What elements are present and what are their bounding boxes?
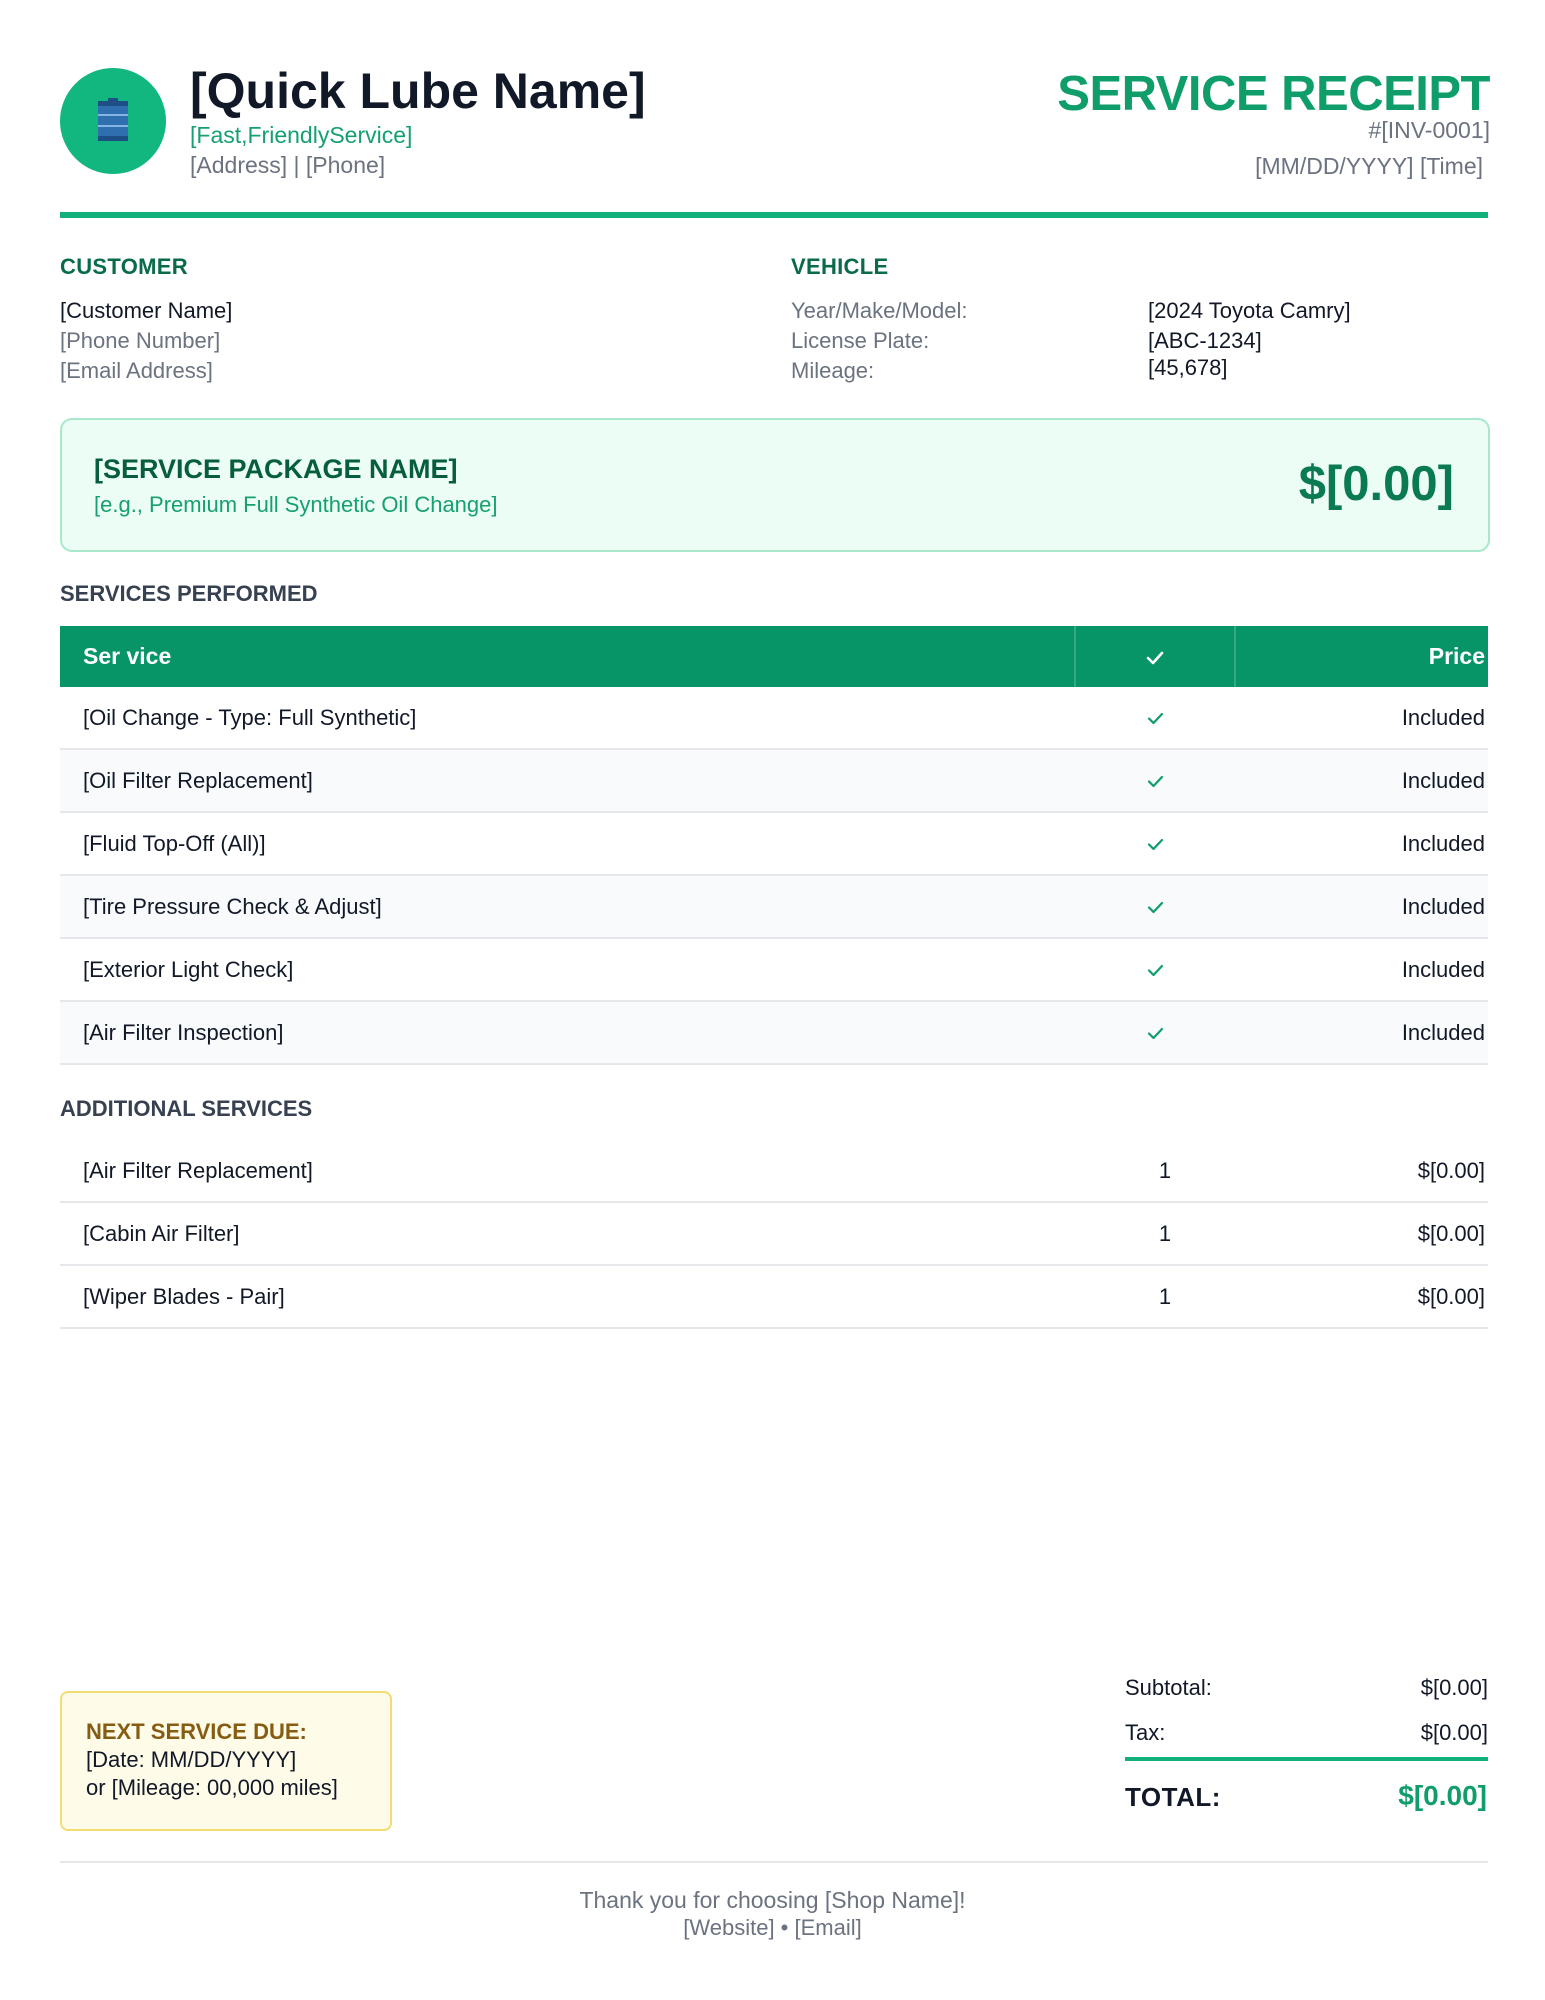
additional-service-price: $[0.00] xyxy=(1417,1283,1485,1309)
package-description: [e.g., Premium Full Synthetic Oil Change] xyxy=(94,492,498,517)
column-header-check xyxy=(1076,643,1234,670)
company-contact: [Address] | [Phone] xyxy=(190,152,386,178)
additional-services-title: ADDITIONAL SERVICES xyxy=(60,1096,313,1121)
table-row xyxy=(60,750,1488,813)
check-icon xyxy=(1147,838,1164,851)
service-name: [Air Filter Inspection] xyxy=(83,1019,284,1045)
next-service-box xyxy=(60,1691,392,1831)
service-name: [Tire Pressure Check & Adjust] xyxy=(83,893,382,919)
additional-service-name: [Air Filter Replacement] xyxy=(83,1157,313,1183)
subtotal-label: Subtotal: xyxy=(1125,1675,1212,1700)
table-row xyxy=(60,687,1488,750)
vehicle-value-mileage: [45,678] xyxy=(1148,355,1228,380)
document-title: SERVICE RECEIPT xyxy=(1057,67,1490,121)
vehicle-value-plate: [ABC-1234] xyxy=(1148,328,1262,353)
check-icon xyxy=(1147,775,1164,788)
next-service-title: NEXT SERVICE DUE: xyxy=(86,1719,307,1744)
footer-links: [Website] • [Email] xyxy=(683,1915,862,1940)
service-price: Included xyxy=(1401,830,1485,856)
table-row xyxy=(60,1266,1488,1329)
table-row xyxy=(60,1203,1488,1266)
additional-service-qty: 1 xyxy=(1158,1220,1172,1246)
check-icon xyxy=(1146,651,1164,665)
additional-service-qty: 1 xyxy=(1158,1157,1172,1183)
vehicle-label-mileage: Mileage: xyxy=(791,358,875,383)
table-row xyxy=(60,939,1488,1002)
service-price: Included xyxy=(1401,1019,1485,1045)
service-name: [Oil Change - Type: Full Synthetic] xyxy=(83,704,417,730)
service-package-box xyxy=(60,418,1490,552)
customer-name: [Customer Name] xyxy=(60,298,233,323)
column-header-service: Ser vice xyxy=(83,643,172,669)
service-price: Included xyxy=(1401,956,1485,982)
package-price: $[0.00] xyxy=(1298,457,1454,511)
service-check xyxy=(1076,768,1234,794)
tax-value: $[0.00] xyxy=(1420,1720,1488,1745)
receipt-date-time: [MM/DD/YYYY] [Time] xyxy=(1255,153,1483,179)
table-row xyxy=(60,813,1488,876)
company-tagline: [Fast,FriendlyService] xyxy=(190,122,413,148)
total-value: $[0.00] xyxy=(1398,1780,1487,1811)
oil-can-icon xyxy=(96,98,130,144)
footer-divider xyxy=(60,1861,1488,1863)
services-table-header xyxy=(60,626,1488,687)
package-name: [SERVICE PACKAGE NAME] xyxy=(94,454,458,484)
service-check xyxy=(1076,894,1234,920)
vehicle-label-ymm: Year/Make/Model: xyxy=(791,298,968,323)
additional-service-price: $[0.00] xyxy=(1417,1157,1485,1183)
company-name: [Quick Lube Name] xyxy=(190,63,646,119)
company-logo xyxy=(60,68,166,174)
vehicle-section-title: VEHICLE xyxy=(791,254,889,279)
table-row xyxy=(60,1002,1488,1065)
additional-services-table xyxy=(60,1140,1488,1329)
footer-thanks: Thank you for choosing [Shop Name]! xyxy=(579,1887,966,1913)
next-service-date: [Date: MM/DD/YYYY] xyxy=(86,1747,297,1772)
service-price: Included xyxy=(1401,893,1485,919)
services-performed-table xyxy=(60,626,1488,1065)
services-performed-title: SERVICES PERFORMED xyxy=(60,581,318,606)
vehicle-value-ymm: [2024 Toyota Camry] xyxy=(1148,298,1351,323)
customer-email: [Email Address] xyxy=(60,358,213,383)
service-name: [Exterior Light Check] xyxy=(83,956,294,982)
check-icon xyxy=(1147,1027,1164,1040)
additional-service-name: [Cabin Air Filter] xyxy=(83,1220,240,1246)
service-name: [Fluid Top-Off (All)] xyxy=(83,830,266,856)
additional-service-price: $[0.00] xyxy=(1417,1220,1485,1246)
column-header-price: Price xyxy=(1428,643,1485,669)
tax-label: Tax: xyxy=(1125,1720,1166,1745)
next-service-mileage: or [Mileage: 00,000 miles] xyxy=(86,1775,338,1800)
additional-service-name: [Wiper Blades - Pair] xyxy=(83,1283,285,1309)
check-icon xyxy=(1147,712,1164,725)
table-row xyxy=(60,876,1488,939)
vehicle-label-plate: License Plate: xyxy=(791,328,930,353)
service-check xyxy=(1076,705,1234,731)
totals-divider xyxy=(1125,1757,1488,1761)
table-row xyxy=(60,1140,1488,1203)
service-price: Included xyxy=(1401,767,1485,793)
service-check xyxy=(1076,957,1234,983)
total-label: TOTAL: xyxy=(1125,1782,1221,1812)
service-price: Included xyxy=(1401,704,1485,730)
invoice-number: #[INV-0001] xyxy=(1368,117,1490,143)
service-check xyxy=(1076,1020,1234,1046)
service-name: [Oil Filter Replacement] xyxy=(83,767,313,793)
additional-service-qty: 1 xyxy=(1158,1283,1172,1309)
subtotal-value: $[0.00] xyxy=(1420,1675,1488,1700)
header-divider xyxy=(60,212,1488,218)
check-icon xyxy=(1147,964,1164,977)
customer-phone: [Phone Number] xyxy=(60,328,221,353)
service-check xyxy=(1076,831,1234,857)
customer-section-title: CUSTOMER xyxy=(60,254,188,279)
check-icon xyxy=(1147,901,1164,914)
